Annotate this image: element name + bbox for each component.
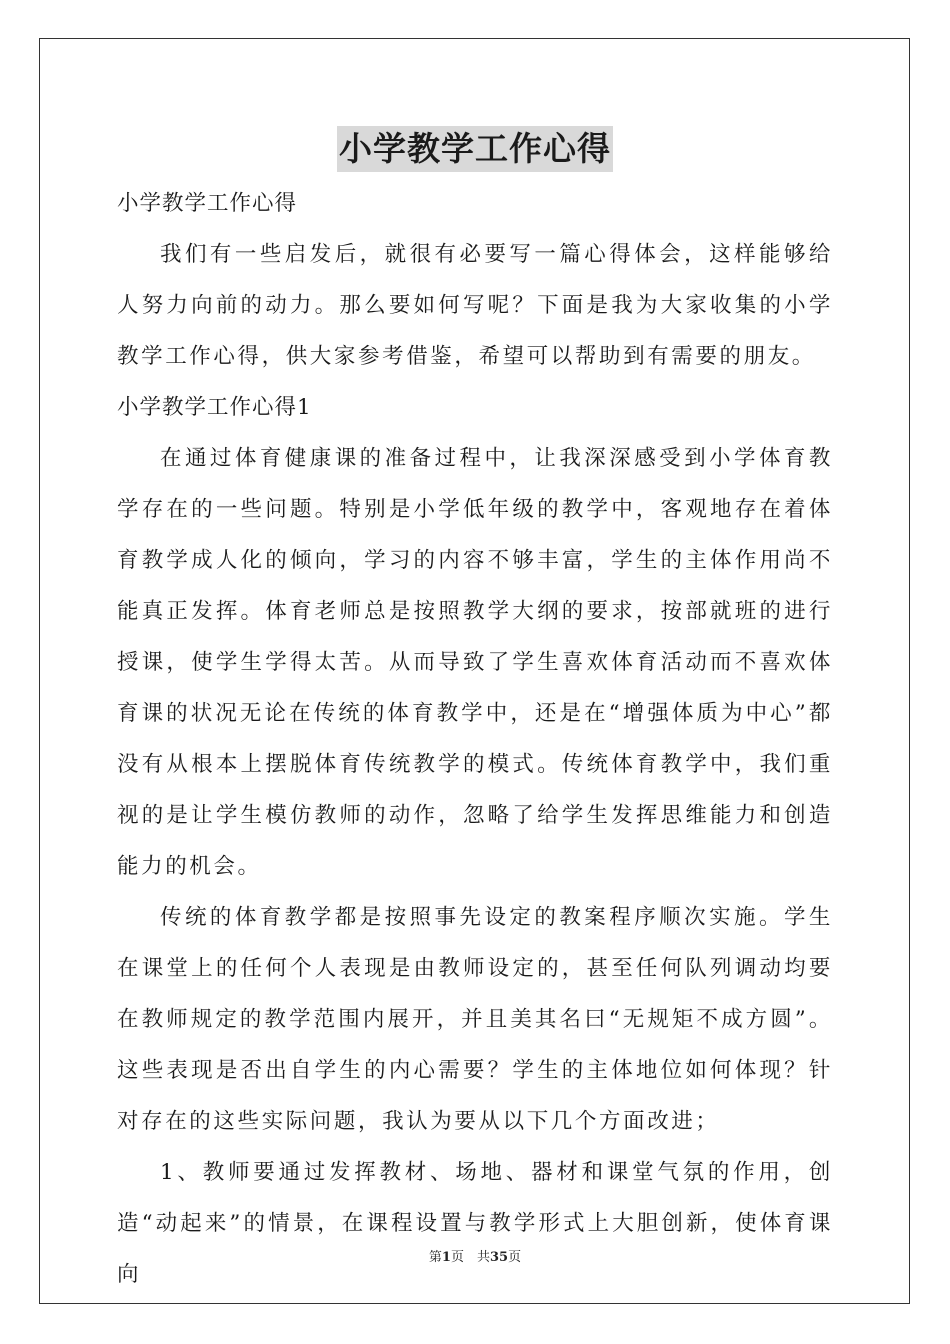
section-heading: 小学教学工作心得1 — [117, 395, 312, 420]
page-footer — [0, 1246, 950, 1265]
body-paragraph: 传统的体育教学都是按照事先设定的教案程序顺次实施。学生在课堂上的任何个人表现是由教师设定的，甚至任何队列调动均要在教师规定的教学范围内展开，并且美其名曰“无规矩不成方圆”。这些表现是否出自学生的内心需要？学生的主体地位如何体现？针对存在的这些实际问题，我认为要从以下几个方面改进； — [117, 905, 833, 1134]
body-paragraph: 我们有一些启发后，就很有必要写一篇心得体会，这样能够给人努力向前的动力。那么要如何写呢？下面是我为大家收集的小学教学工作心得，供大家参考借鉴，希望可以帮助到有需要的朋友。 — [117, 242, 833, 369]
body-paragraph: 1、教师要通过发挥教材、场地、器材和课堂气氛的作用，创造“动起来”的情景，在课程设置与教学形式上大胆创新，使体育课向 — [117, 1160, 833, 1287]
page-number-suffix: 页 — [508, 1250, 522, 1265]
body-paragraph: 在通过体育健康课的准备过程中，让我深深感受到小学体育教学存在的一些问题。特别是小学低年级的教学中，客观地存在着体育教学成人化的倾向，学习的内容不够丰富，学生的主体作用尚不能真正发挥。体育老师总是按照教学大纲的要求，按部就班的进行授课，使学生学得太苦。从而导致了学生喜欢体育活动而不喜欢体育课的状况无论在传统的体育教学中，还是在“增强体质为中心”都没有从根本上摆脱体育传统教学的模式。传统体育教学中，我们重视的是让学生模仿教师的动作，忽略了给学生发挥思维能力和创造能力的机会。 — [117, 446, 833, 879]
page-number-mid: 页 共 — [450, 1250, 490, 1265]
document-title — [0, 126, 950, 172]
page-number-prefix: 第 — [428, 1250, 442, 1265]
document-title-text: 小学教学工作心得 — [337, 126, 613, 172]
section-heading: 小学教学工作心得 — [117, 191, 298, 216]
total-page-count: 35 — [489, 1250, 509, 1265]
current-page-number: 1 — [441, 1250, 451, 1265]
document-body — [117, 178, 833, 1300]
